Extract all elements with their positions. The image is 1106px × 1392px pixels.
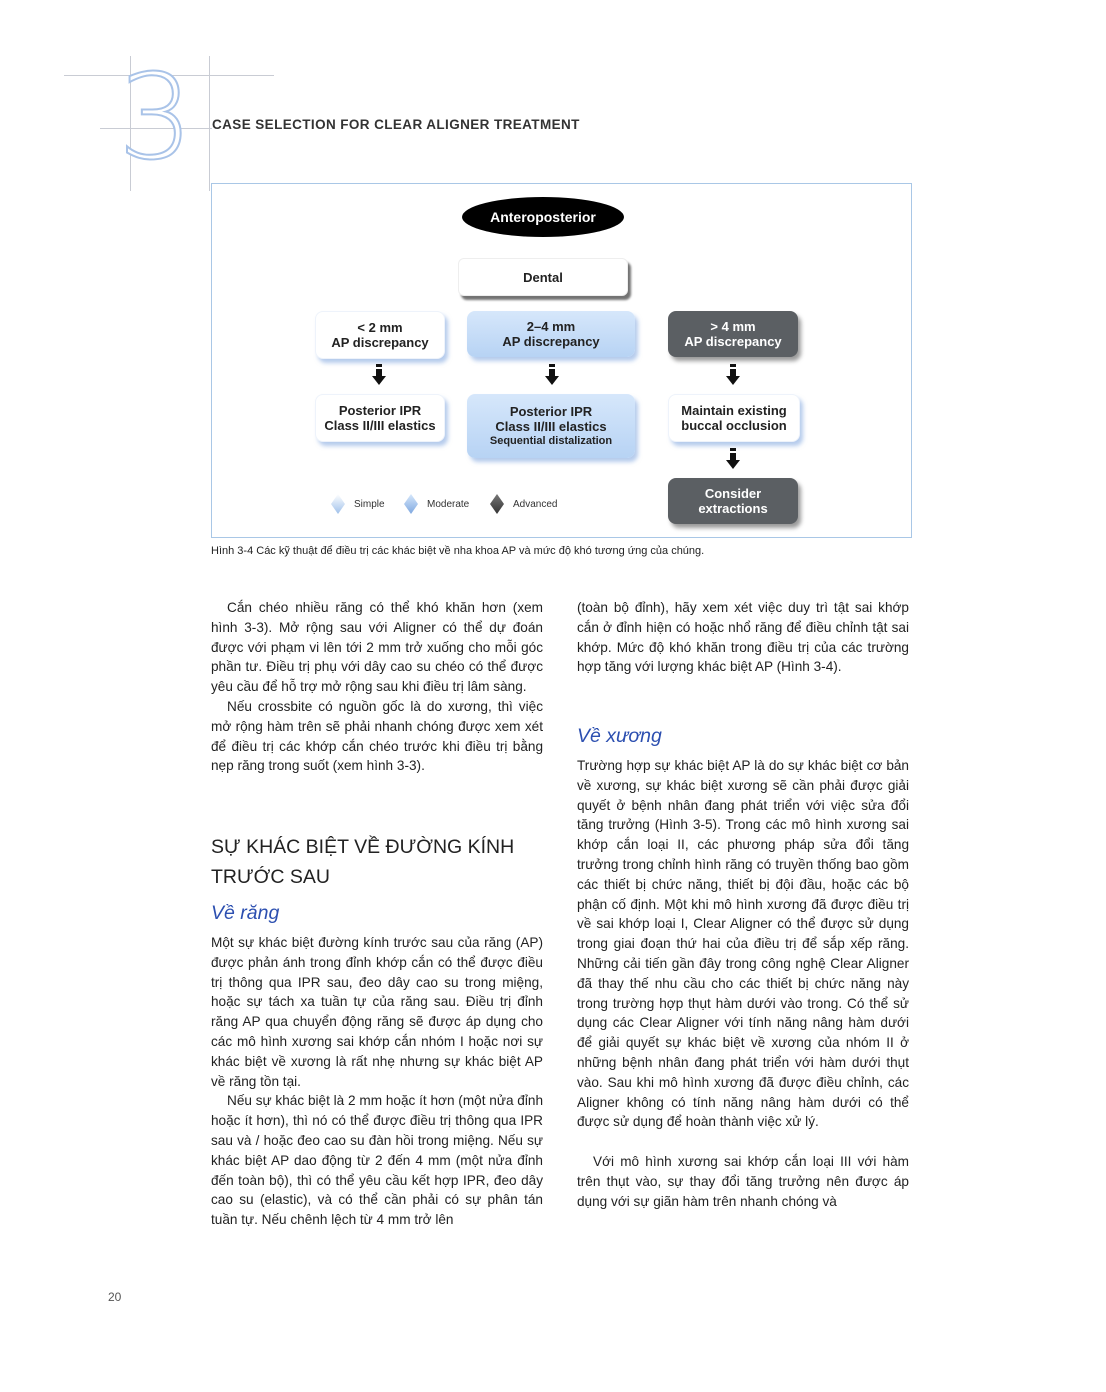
node-posterior-ipr-1: Posterior IPR Class II/III elastics xyxy=(315,394,445,442)
figure-caption: Hình 3-4 Các kỹ thuật để điều trị các khác biệt về nha khoa AP và mức độ khó tương ứng của chúng. xyxy=(211,545,705,557)
header-rule-vertical-2 xyxy=(209,56,210,191)
arrow-down-icon xyxy=(372,364,386,386)
figure-diagram xyxy=(211,183,912,538)
legend-simple: Simple xyxy=(332,498,385,510)
simple-diamond-icon xyxy=(331,494,345,514)
arrow-down-icon xyxy=(545,364,559,386)
advanced-diamond-icon xyxy=(490,494,504,514)
node-less-2mm: < 2 mm AP discrepancy xyxy=(315,311,445,359)
paragraph: (toàn bộ đỉnh), hãy xem xét việc duy trì tật sai khớp cắn ở đỉnh hiện có hoặc nhổ răng để điều chỉnh tật sai khớp. Mức độ khó khăn trong điều trị của các trường hợp tăng với lượng khác biệt AP (Hình 3-4). xyxy=(577,600,909,675)
left-column-top xyxy=(211,598,543,776)
section-title: SỰ KHÁC BIỆT VỀ ĐƯỜNG KÍNH TRƯỚC SAU xyxy=(211,836,515,888)
node-anteroposterior: Anteroposterior xyxy=(462,197,624,237)
arrow-down-icon xyxy=(726,364,740,386)
arrow-down-icon xyxy=(726,448,740,470)
legend-advanced: Advanced xyxy=(491,498,557,510)
node-2-4mm: 2–4 mm AP discrepancy xyxy=(467,311,635,357)
page-number: 20 xyxy=(108,1290,122,1304)
node-more-4mm: > 4 mm AP discrepancy xyxy=(668,311,798,357)
paragraph: Một sự khác biệt đường kính trước sau của răng (AP) được phản ánh trong đỉnh khớp cắn có thể được điều trị thông qua IPR sau, đeo dây cao su trong miệng, hoặc sự tách xa tuần tự của răng sau. Điều trị đỉnh răng AP qua chuyển động răng sẽ được áp dụng cho các mô hình xương sai khớp cắn nhóm I hoặc nơi sự khác biệt về xương là rất nhẹ nhưng sự khác biệt AP về răng tồn tại. xyxy=(211,935,543,1089)
left-column-bottom xyxy=(211,933,543,1230)
moderate-diamond-icon xyxy=(404,494,418,514)
paragraph: Cắn chéo nhiều răng có thể khó khăn hơn (xem hình 3-3). Mở rộng sau với Aligner có thể dự đoán được với phạm vi lên tới 2 mm trở xuống cho mỗi góc phần tư. Điều trị phụ với dây cao su chéo có thể được yêu cầu để hỗ trợ mở rộng sau khi điều trị lâm sàng. xyxy=(211,600,543,695)
right-column-top xyxy=(577,598,909,677)
node-dental: Dental xyxy=(458,258,628,296)
subsection-title-dental: Về răng xyxy=(211,902,280,924)
subsection-title-skeletal: Về xương xyxy=(577,725,662,747)
right-column-bottom xyxy=(577,756,909,1212)
node-posterior-ipr-2: Posterior IPR Class II/III elastics Sequential distalization xyxy=(467,394,635,458)
chapter-title: CASE SELECTION FOR CLEAR ALIGNER TREATMENT xyxy=(212,117,580,132)
paragraph: Với mô hình xương sai khớp cắn loại III với hàm trên thụt vào, sự thay đổi tăng trưởng nên được áp dụng với sự giãn hàm trên nhanh chóng và xyxy=(577,1154,909,1209)
paragraph: Nếu crossbite có nguồn gốc là do xương, thì việc mở rộng hàm trên sẽ phải nhanh chóng được xem xét để điều trị các khớp cắn chéo trước khi điều trị bằng nẹp răng trong suốt (xem hình 3-3). xyxy=(211,698,543,774)
paragraph: Nếu sự khác biệt là 2 mm hoặc ít hơn (một nửa đỉnh hoặc ít hơn), thì nó có thể được điều trị thông qua IPR sau và / hoặc đeo cao su đàn hồi trong miệng. Nếu sự khác biệt AP dao động từ 2 đến 4 mm (một nửa đỉnh đến toàn bộ), thì có thể yêu cầu kết hợp IPR, đeo dây cao su (elastic), và có thể cần phải có sự phân tán tuần tự. Nếu chênh lệch từ 4 mm trở lên xyxy=(211,1093,543,1228)
node-maintain-occlusion: Maintain existing buccal occlusion xyxy=(668,394,800,442)
legend-moderate: Moderate xyxy=(405,498,469,510)
node-consider-extractions: Consider extractions xyxy=(668,478,798,524)
paragraph: Trường hợp sự khác biệt AP là do sự khác biệt cơ bản về xương, sự khác biệt xương sẽ cần phải được giải quyết ở bệnh nhân đang phát triển với việc sửa đổi tăng trưởng (Hình 3-5). Trong các mô hình xương sai khớp cắn loại II, các phương pháp sửa đổi tăng trưởng trong chỉnh hình răng có truyền thống bao gồm các thiết bị chức năng, thiết bị đội đầu, hoặc các bộ phận cố định. Một khi mô hình xương đã được điều trị về sai khớp loại I, Clear Aligner có thể được sử dụng trong giai đoạn thứ hai của điều trị để sắp xếp răng. Những cải tiến gần đây trong công nghệ Clear Aligner đã thay thế nhu cầu cho các thiết bị chức năng này trong trường hợp thụt hàm dưới vào trong. Có thể sử dụng các Clear Aligner với tính năng nâng hàm dưới để giải quyết sự khác biệt về xương của nhóm II ở những bệnh nhân đang phát triển với hàm dưới thụt vào. Sau khi mô hình xương đã được điều chỉnh, các Aligner không có tính năng nâng hàm dưới có thể được sử dụng để hoàn thành việc xử lý. xyxy=(577,758,909,1130)
chapter-number: 3 xyxy=(118,48,194,186)
